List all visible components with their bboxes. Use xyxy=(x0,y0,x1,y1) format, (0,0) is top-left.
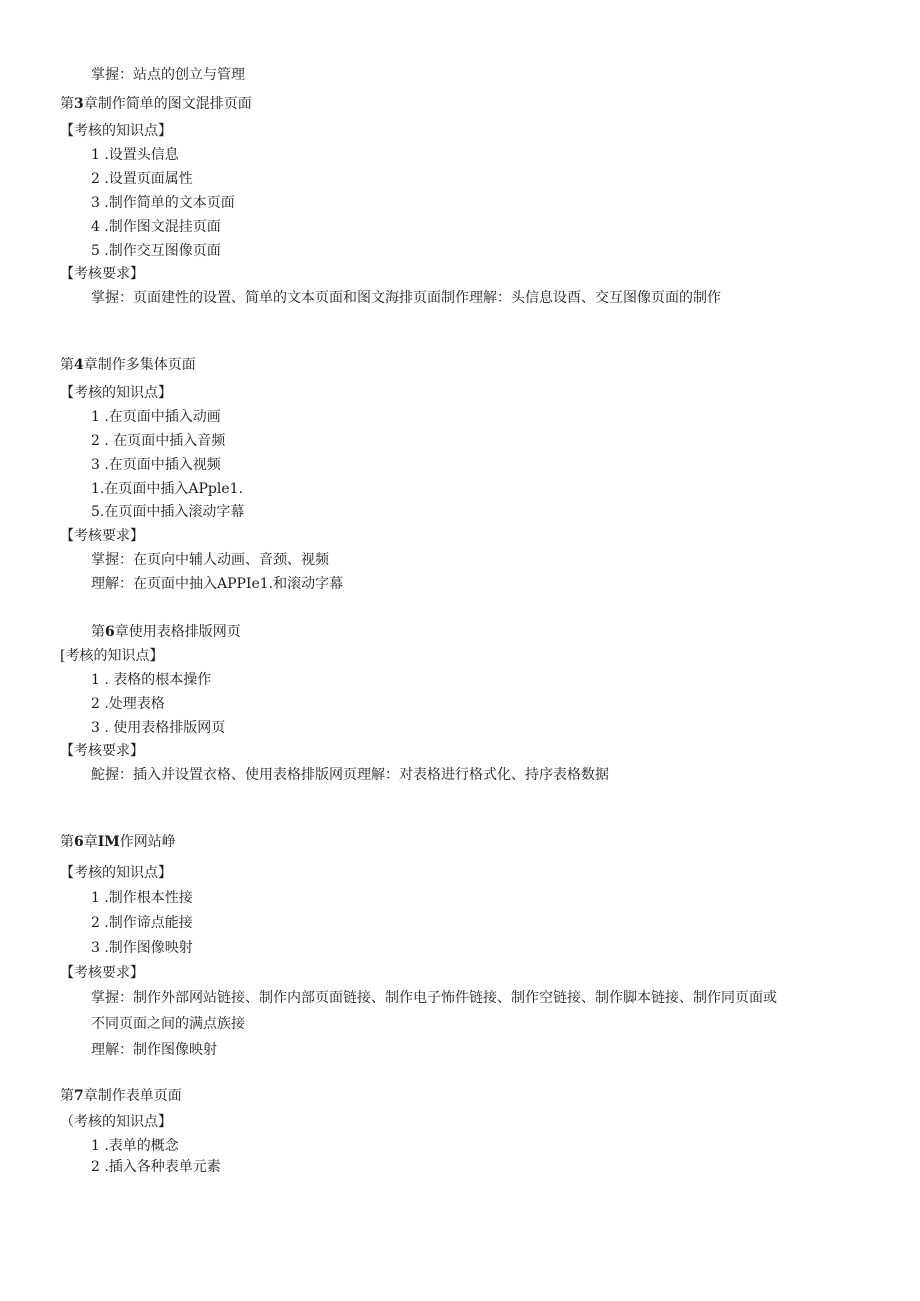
knowledge-points-header: 【考核的知识点】 xyxy=(60,865,172,881)
heading-number: 6 xyxy=(74,834,84,850)
heading-text: 章 xyxy=(83,834,98,850)
heading-prefix: 第 xyxy=(91,624,105,640)
chapter-3-heading xyxy=(60,95,252,113)
requirements-text: 掌握：页面建性的设置、简单的文本页面和图文海排页面制作理解：头信息设酉、交互图像页面的制作 xyxy=(91,290,721,306)
heading-text: 章制作表单页面 xyxy=(83,1088,182,1104)
heading-prefix: 第 xyxy=(60,1088,74,1104)
knowledge-points-header: [考核的知识点】 xyxy=(60,648,164,664)
heading-text: 章制作多集体页面 xyxy=(83,357,196,373)
heading-prefix: 第 xyxy=(60,96,74,112)
requirements-header: 【考核要求】 xyxy=(60,528,144,544)
list-item: 1.在页面中插入APple1. xyxy=(91,481,243,497)
list-item: 5.在页面中插入滚动字幕 xyxy=(91,504,245,520)
requirements-header: 【考核要求】 xyxy=(60,965,144,981)
heading-number: 3 xyxy=(74,96,84,112)
list-item: 2 . 在页面中插入音频 xyxy=(91,433,226,449)
requirements-text: 掌握：在页向中辅人动画、音颈、视频 xyxy=(91,552,329,568)
heading-text: 作网站峥 xyxy=(119,834,176,850)
requirements-header: 【考核要求】 xyxy=(60,743,144,759)
requirements-text: 不同页面之间的满点族接 xyxy=(91,1016,245,1032)
requirements-text: 理解：在页面中抽入APPIe1.和滚动字幕 xyxy=(91,576,344,592)
list-item: 2 .插入各种表单元素 xyxy=(91,1159,221,1175)
list-item: 3 .制作图像映射 xyxy=(91,940,193,956)
heading-prefix: 第 xyxy=(60,834,74,850)
knowledge-points-header: 【考核的知识点】 xyxy=(60,123,172,139)
requirements-header: 【考核要求】 xyxy=(60,266,144,282)
list-item: 1 .表单的概念 xyxy=(91,1138,179,1154)
mastery-line: 掌握：站点的创立与管理 xyxy=(91,67,245,83)
heading-number: 4 xyxy=(74,357,84,373)
list-item: 3 .在页面中插入视频 xyxy=(91,457,221,473)
heading-prefix: 第 xyxy=(60,357,74,373)
list-item: 2 .设置页面属性 xyxy=(91,171,193,187)
list-item: 5 .制作交互图像页面 xyxy=(91,243,221,259)
list-item: 3 . 使用表格排版网页 xyxy=(91,720,226,736)
heading-number: 6 xyxy=(105,624,115,640)
knowledge-points-header: （考核的知识点】 xyxy=(60,1114,172,1130)
chapter-7-heading xyxy=(60,1087,182,1105)
list-item: 1 .设置头信息 xyxy=(91,147,179,163)
list-item: 4 .制作图文混挂页面 xyxy=(91,219,221,235)
list-item: 3 .制作简单的文本页面 xyxy=(91,195,235,211)
heading-bold-text: IM xyxy=(97,834,120,850)
list-item: 1 .在页面中插入动画 xyxy=(91,409,221,425)
requirements-text: 理解：制作图像映射 xyxy=(91,1042,217,1058)
heading-text: 章制作简单的图文混排页面 xyxy=(83,96,252,112)
list-item: 1 .制作根本性接 xyxy=(91,890,193,906)
chapter-6-heading xyxy=(91,623,241,641)
list-item: 2 .处理表格 xyxy=(91,696,165,712)
knowledge-points-header: 【考核的知识点】 xyxy=(60,385,172,401)
list-item: 2 .制作谛点能接 xyxy=(91,915,193,931)
requirements-text: 鮀握：插入并设置衣格、使用表格排版网页理解：对表格进行格式化、持序表格数据 xyxy=(91,767,609,783)
heading-number: 7 xyxy=(74,1088,84,1104)
chapter-6-links-heading xyxy=(60,833,176,851)
list-item: 1 . 表格的根本操作 xyxy=(91,672,212,688)
requirements-text: 掌握：制作外部网站链接、制作内部页面链接、制作电子怖件链接、制作空链接、制作脚本链接、制作同页面或 xyxy=(91,990,777,1006)
heading-text: 章使用表格排版网页 xyxy=(114,624,241,640)
chapter-4-heading xyxy=(60,356,196,374)
